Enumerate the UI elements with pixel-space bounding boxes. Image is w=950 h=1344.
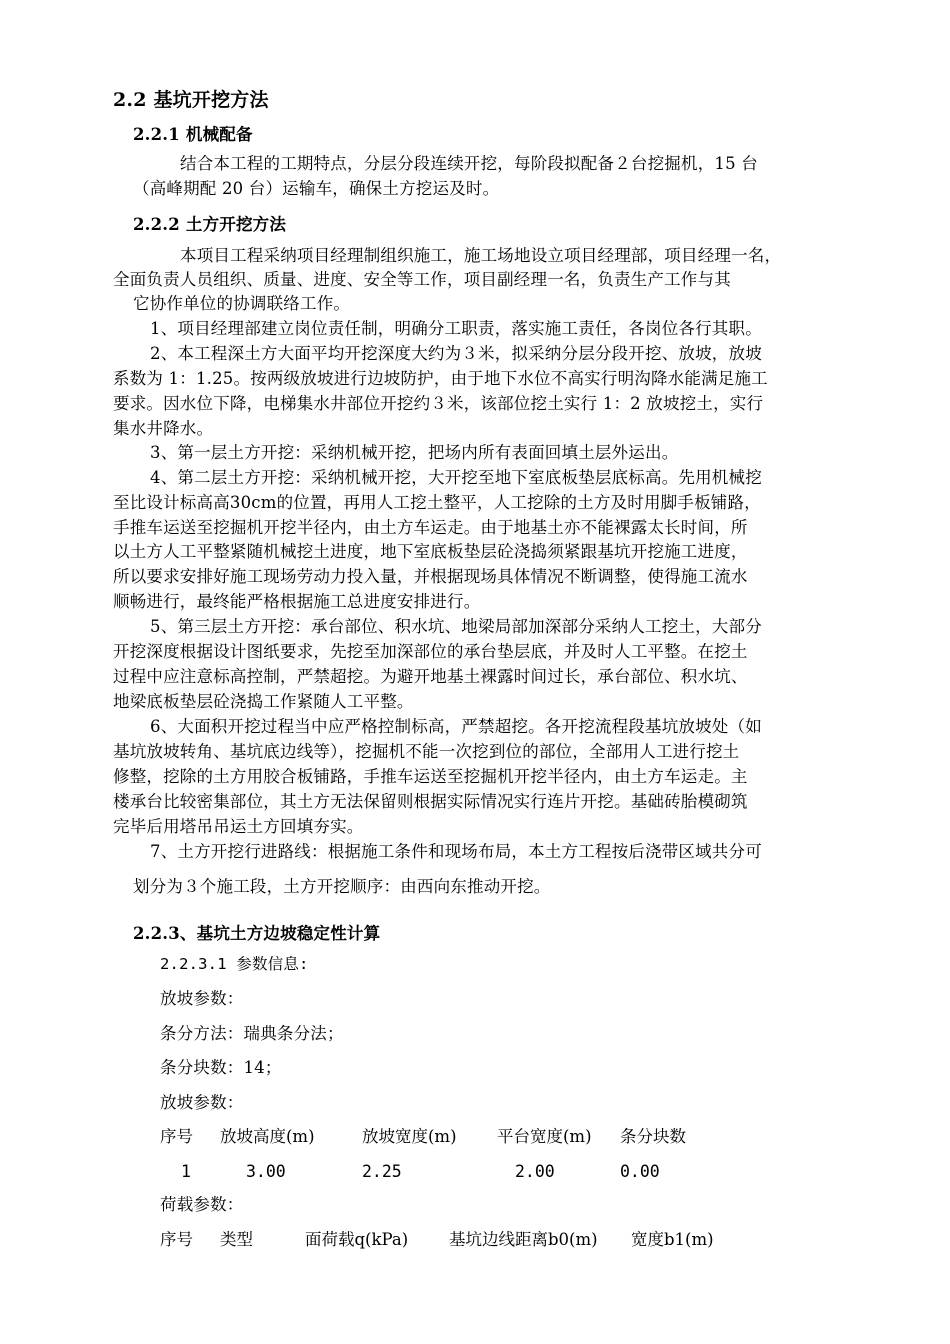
item-5-line: 开挖深度根据设计图纸要求，先挖至加深部位的承台垫层底，并及时人工平整。在挖土	[113, 642, 748, 661]
paragraph-line: 全面负责人员组织、质量、进度、安全等工作，项目副经理一名，负责生产工作与其	[113, 270, 731, 289]
item-7-line: 7、土方开挖行进路线：根据施工条件和现场布局，本土方工程按后浇带区域共分可	[150, 842, 762, 861]
table-header-cell: 面荷载q(kPa)	[305, 1230, 409, 1249]
item-4-line: 所以要求安排好施工现场劳动力投入量，并根据现场具体情况不断调整，使得施工流水	[113, 567, 748, 586]
table-header-cell: 放坡宽度(m)	[362, 1127, 457, 1146]
table-cell: 1	[181, 1162, 191, 1181]
table-cell: 2.00	[515, 1162, 555, 1181]
paragraph-line: 它协作单位的协调联络工作。	[133, 294, 351, 313]
item-6-line: 楼承台比较密集部位，其土方无法保留则根据实际情况实行连片开挖。基础砖胎模砌筑	[113, 792, 748, 811]
item-2-line: 2、本工程深土方大面平均开挖深度大约为３米，拟采纳分层分段开挖、放坡，放坡	[150, 344, 762, 363]
table-header-cell: 序号	[160, 1230, 193, 1249]
section-2-2-1-title: 2.2.1 机械配备	[133, 125, 253, 144]
item-3-line: 3、第一层土方开挖：采纳机械开挖，把场内所有表面回填土层外运出。	[150, 443, 679, 462]
item-6-line: 6、大面积开挖过程当中应严格控制标高，严禁超挖。各开挖流程段基坑放坡处（如	[150, 717, 762, 736]
item-4-line: 手推车运送至挖掘机开挖半径内，由土方车运走。由于地基土亦不能裸露太长时间，所	[113, 518, 748, 537]
table-cell: 2.25	[362, 1162, 402, 1181]
slope-params-label-2: 放坡参数：	[160, 1093, 244, 1112]
table-header-cell: 序号	[160, 1127, 193, 1146]
load-params-label: 荷载参数：	[160, 1195, 244, 1214]
item-5-line: 地梁底板垫层砼浇捣工作紧随人工平整。	[113, 692, 414, 711]
item-7-line: 划分为３个施工段，土方开挖顺序：由西向东推动开挖。	[133, 877, 551, 896]
item-4-line: 以土方人工平整紧随机械挖土进度，地下室底板垫层砼浇捣须紧跟基坑开挖施工进度，	[113, 542, 748, 561]
table-cell: 0.00	[620, 1162, 660, 1181]
paragraph-line: 结合本工程的工期特点，分层分段连续开挖，每阶段拟配备２台挖掘机，15 台	[180, 154, 758, 173]
item-6-line: 完毕后用塔吊吊运土方回填夯实。	[113, 817, 364, 836]
item-4-line: 4、第二层土方开挖：采纳机械开挖，大开挖至地下室底板垫层底标高。先用机械挖	[150, 468, 762, 487]
item-2-line: 系数为 1：1.25。按两级放坡进行边坡防护，由于地下水位不高实行明沟降水能满足施工	[113, 369, 768, 388]
table-cell: 3.00	[246, 1162, 286, 1181]
method-line: 条分方法：瑞典条分法；	[160, 1024, 344, 1043]
table-header-cell: 基坑边线距离b0(m)	[449, 1230, 598, 1249]
table-header-cell: 宽度b1(m)	[631, 1230, 714, 1249]
section-2-2-2-title: 2.2.2 土方开挖方法	[133, 215, 287, 234]
strip-count-line: 条分块数：14；	[160, 1058, 282, 1077]
item-5-line: 5、第三层土方开挖：承台部位、积水坑、地梁局部加深部分采纳人工挖土，大部分	[150, 617, 762, 636]
item-6-line: 修整，挖除的土方用胶合板铺路，手推车运送至挖掘机开挖半径内，由土方车运走。主	[113, 767, 748, 786]
paragraph-line: （高峰期配 20 台）运输车，确保土方挖运及时。	[133, 179, 500, 198]
item-5-line: 过程中应注意标高控制，严禁超挖。为避开地基土裸露时间过长，承台部位、积水坑、	[113, 667, 748, 686]
table-header-cell: 放坡高度(m)	[220, 1127, 315, 1146]
item-1-line: 1、项目经理部建立岗位责任制，明确分工职责，落实施工责任，各岗位各行其职。	[150, 319, 762, 338]
section-2-2-3-title: 2.2.3、基坑土方边坡稳定性计算	[133, 924, 381, 943]
table-header-cell: 条分块数	[620, 1127, 686, 1146]
item-6-line: 基坑放坡转角、基坑底边线等），挖掘机不能一次挖到位的部位，全部用人工进行挖土	[113, 742, 740, 761]
item-4-line: 至比设计标高高30cm的位置，再用人工挖土整平，人工挖除的土方及时用脚手板铺路，	[113, 493, 761, 512]
param-heading: 2.2.3.1 参数信息:	[160, 955, 309, 973]
item-2-line: 要求。因水位下降，电梯集水井部位开挖约３米，该部位挖土实行 1：2 放坡挖土，实行	[113, 394, 764, 413]
table-header-cell: 类型	[220, 1230, 253, 1249]
table-header-cell: 平台宽度(m)	[497, 1127, 592, 1146]
item-4-line: 顺畅进行，最终能严格根据施工总进度安排进行。	[113, 592, 481, 611]
section-2-2-title: 2.2 基坑开挖方法	[113, 89, 269, 111]
item-2-line: 集水井降水。	[113, 419, 214, 438]
paragraph-line: 本项目工程采纳项目经理制组织施工，施工场地设立项目经理部，项目经理一名，	[180, 246, 782, 265]
slope-params-label: 放坡参数：	[160, 989, 244, 1008]
